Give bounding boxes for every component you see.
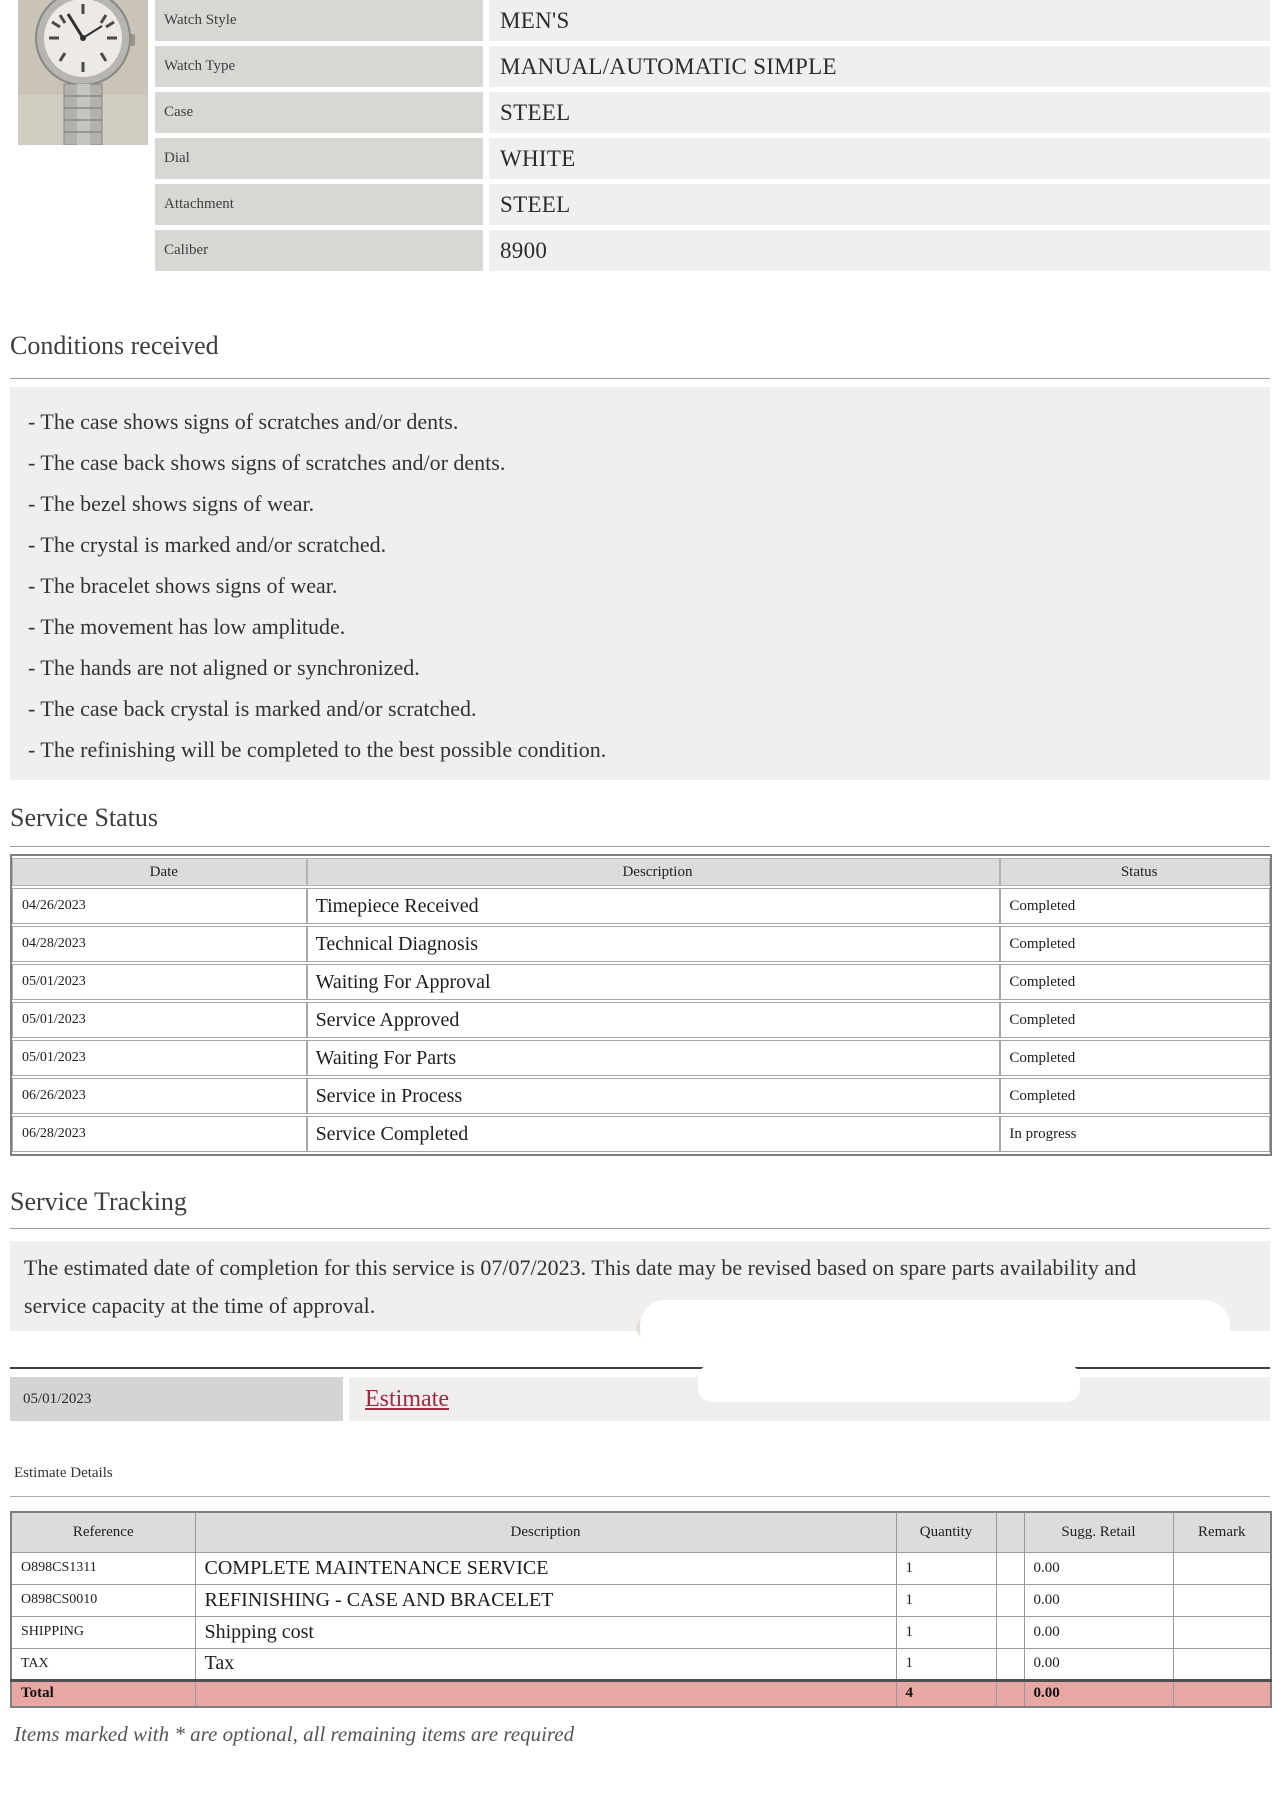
conditions-heading: Conditions received — [10, 331, 219, 360]
status-date-cell: 05/01/2023 — [12, 964, 307, 1000]
condition-item: - The bracelet shows signs of wear. — [28, 573, 338, 598]
reference-cell: TAX — [11, 1648, 195, 1680]
condition-item: - The case shows signs of scratches and/or dents. — [28, 409, 459, 434]
watch-summary-section — [18, 0, 1283, 271]
remark-cell — [1173, 1584, 1271, 1616]
spec-value: MANUAL/AUTOMATIC SIMPLE — [489, 46, 1270, 87]
status-date-cell: 05/01/2023 — [12, 1002, 307, 1038]
status-state-cell: Completed — [1000, 926, 1270, 962]
status-description-cell: Service Approved — [307, 1002, 1001, 1038]
footer-note: Items marked with * are optional, all remaining items are required — [14, 1722, 575, 1746]
spec-row — [155, 138, 1270, 179]
redaction-blob — [640, 1300, 1230, 1356]
redaction-blob — [698, 1364, 1080, 1402]
description-cell: REFINISHING - CASE AND BRACELET — [195, 1584, 896, 1616]
table-row — [11, 1584, 1271, 1616]
table-header-row — [12, 858, 1270, 886]
table-header-row — [11, 1512, 1271, 1552]
status-description-cell: Waiting For Approval — [307, 964, 1001, 1000]
status-date-cell: 04/26/2023 — [12, 888, 307, 924]
spec-row — [155, 92, 1270, 133]
table-row — [12, 1040, 1270, 1076]
spec-label: Attachment — [155, 184, 483, 225]
status-description-cell: Timepiece Received — [307, 888, 1001, 924]
spacer-cell — [996, 1680, 1024, 1707]
watch-photo — [18, 0, 148, 145]
conditions-box — [10, 387, 1270, 780]
section-divider — [10, 1367, 1270, 1369]
status-date-cell: 05/01/2023 — [12, 1040, 307, 1076]
estimate-date: 05/01/2023 — [10, 1377, 343, 1421]
spec-label: Case — [155, 92, 483, 133]
condition-item: - The bezel shows signs of wear. — [28, 491, 315, 516]
status-state-cell: Completed — [1000, 1002, 1270, 1038]
quantity-cell: 1 — [896, 1584, 996, 1616]
status-date-cell: 06/26/2023 — [12, 1078, 307, 1114]
status-date-cell: 06/28/2023 — [12, 1116, 307, 1152]
column-header-reference: Reference — [11, 1512, 195, 1552]
status-state-cell: Completed — [1000, 964, 1270, 1000]
column-header-date: Date — [12, 858, 307, 886]
status-description-cell: Waiting For Parts — [307, 1040, 1001, 1076]
status-state-cell: Completed — [1000, 888, 1270, 924]
spec-value: MEN'S — [489, 0, 1270, 41]
condition-item: - The refinishing will be completed to the best possible condition. — [28, 737, 607, 762]
estimate-details-table — [10, 1511, 1272, 1708]
table-row — [11, 1648, 1271, 1680]
sugg-retail-cell: 0.00 — [1024, 1584, 1173, 1616]
condition-item: - The case back crystal is marked and/or scratched. — [28, 696, 477, 721]
quantity-cell: 1 — [896, 1552, 996, 1584]
total-sugg-retail-cell: 0.00 — [1024, 1680, 1173, 1707]
table-row — [12, 964, 1270, 1000]
sugg-retail-cell: 0.00 — [1024, 1552, 1173, 1584]
table-row — [12, 888, 1270, 924]
remark-cell — [1173, 1648, 1271, 1680]
description-cell: Shipping cost — [195, 1616, 896, 1648]
sugg-retail-cell: 0.00 — [1024, 1648, 1173, 1680]
table-row — [12, 1002, 1270, 1038]
status-state-cell: Completed — [1000, 1078, 1270, 1114]
spec-label: Caliber — [155, 230, 483, 271]
divider — [10, 1228, 1270, 1229]
column-header-sugg-retail: Sugg. Retail — [1024, 1512, 1173, 1552]
remark-cell — [1173, 1552, 1271, 1584]
status-description-cell: Service in Process — [307, 1078, 1001, 1114]
spacer-cell — [996, 1584, 1024, 1616]
spacer-cell — [996, 1648, 1024, 1680]
condition-item: - The hands are not aligned or synchronized. — [28, 655, 420, 680]
quantity-cell: 1 — [896, 1616, 996, 1648]
sugg-retail-cell: 0.00 — [1024, 1616, 1173, 1648]
status-state-cell: In progress — [1000, 1116, 1270, 1152]
spec-row — [155, 230, 1270, 271]
spec-value: STEEL — [489, 184, 1270, 225]
divider — [10, 846, 1270, 847]
spec-row — [155, 0, 1270, 41]
spec-row — [155, 184, 1270, 225]
spec-row — [155, 46, 1270, 87]
service-tracking-heading: Service Tracking — [10, 1187, 187, 1216]
status-state-cell: Completed — [1000, 1040, 1270, 1076]
divider — [10, 1496, 1270, 1497]
watch-photo-image — [18, 0, 148, 145]
spec-value: WHITE — [489, 138, 1270, 179]
column-header-remark: Remark — [1173, 1512, 1271, 1552]
spec-value: STEEL — [489, 92, 1270, 133]
spec-value: 8900 — [489, 230, 1270, 271]
spec-label: Dial — [155, 138, 483, 179]
spacer-cell — [996, 1616, 1024, 1648]
tracking-message: The estimated date of completion for this service is 07/07/2023. This date may be revised based on spare parts availability and service capacity at the time of approval. — [24, 1255, 1137, 1318]
total-description-cell — [195, 1680, 896, 1707]
reference-cell: O898CS1311 — [11, 1552, 195, 1584]
table-row — [11, 1616, 1271, 1648]
table-row — [12, 1116, 1270, 1152]
estimate-row — [10, 1377, 1270, 1421]
status-date-cell: 04/28/2023 — [12, 926, 307, 962]
column-header-spacer — [996, 1512, 1024, 1552]
description-cell: Tax — [195, 1648, 896, 1680]
table-row — [12, 926, 1270, 962]
total-remark-cell — [1173, 1680, 1271, 1707]
column-header-description: Description — [307, 858, 1001, 886]
table-row — [12, 1078, 1270, 1114]
column-header-quantity: Quantity — [896, 1512, 996, 1552]
remark-cell — [1173, 1616, 1271, 1648]
condition-item: - The movement has low amplitude. — [28, 614, 346, 639]
condition-item: - The crystal is marked and/or scratched. — [28, 532, 387, 557]
status-description-cell: Service Completed — [307, 1116, 1001, 1152]
total-quantity-cell: 4 — [896, 1680, 996, 1707]
spec-label: Watch Style — [155, 0, 483, 41]
reference-cell: O898CS0010 — [11, 1584, 195, 1616]
estimate-link[interactable]: Estimate — [365, 1385, 449, 1412]
service-status-table — [10, 854, 1272, 1156]
column-header-status: Status — [1000, 858, 1270, 886]
spacer-cell — [996, 1552, 1024, 1584]
reference-cell: SHIPPING — [11, 1616, 195, 1648]
status-description-cell: Technical Diagnosis — [307, 926, 1001, 962]
column-header-description: Description — [195, 1512, 896, 1552]
total-row — [11, 1680, 1271, 1707]
spec-label: Watch Type — [155, 46, 483, 87]
total-label-cell: Total — [11, 1680, 195, 1707]
divider — [10, 378, 1270, 379]
service-status-heading: Service Status — [10, 803, 159, 832]
quantity-cell: 1 — [896, 1648, 996, 1680]
table-row — [11, 1552, 1271, 1584]
condition-item: - The case back shows signs of scratches and/or dents. — [28, 450, 506, 475]
description-cell: COMPLETE MAINTENANCE SERVICE — [195, 1552, 896, 1584]
estimate-details-label: Estimate Details — [14, 1465, 113, 1481]
watch-details-table — [155, 0, 1270, 271]
